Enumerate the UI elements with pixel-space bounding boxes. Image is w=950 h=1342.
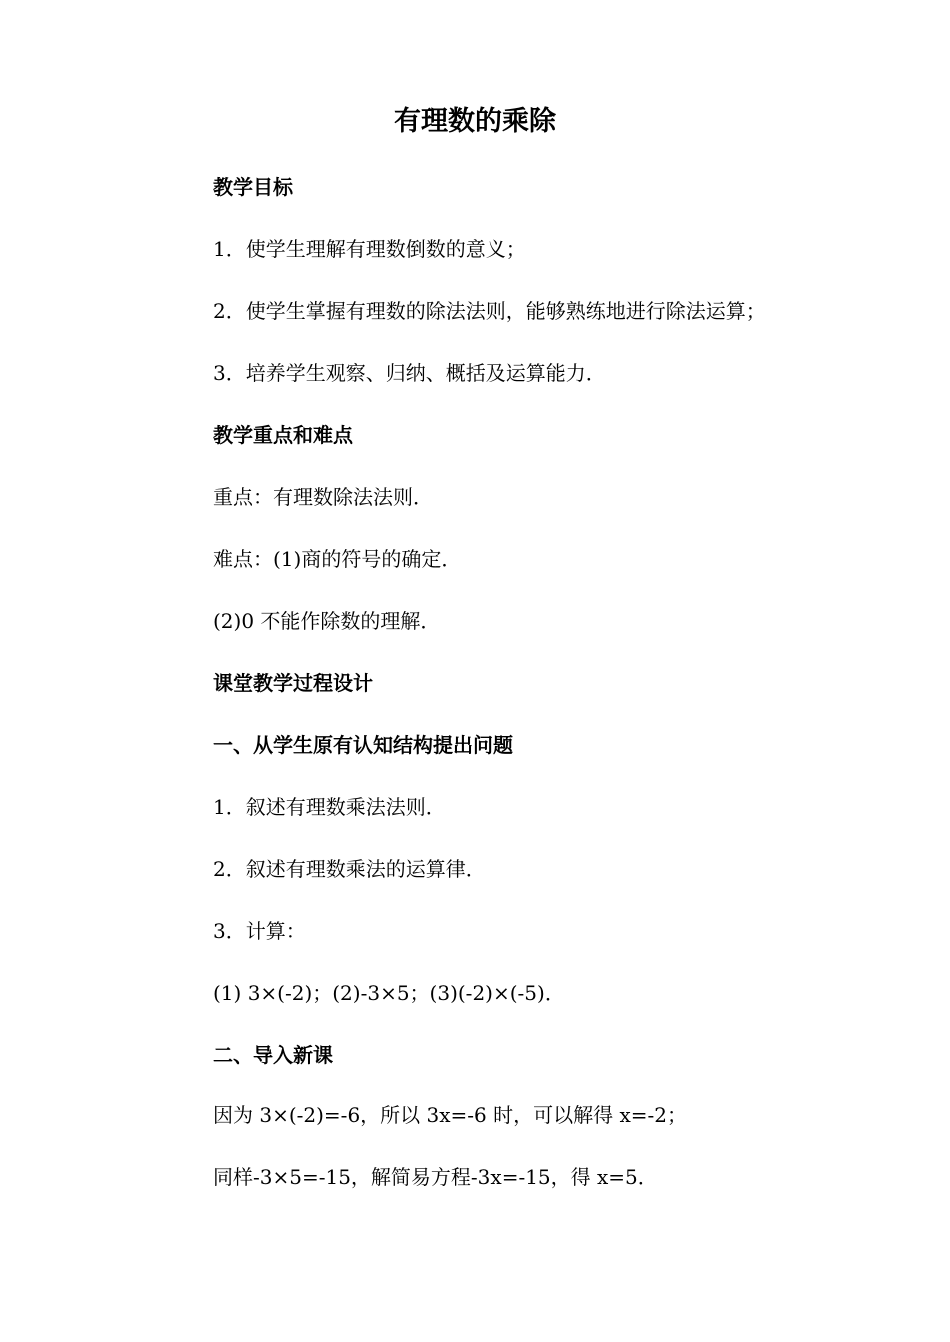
section-heading-process: 课堂教学过程设计 bbox=[213, 671, 373, 695]
subsection-heading-2: 二、导入新课 bbox=[213, 1043, 333, 1067]
key-point-line: 重点：有理数除法法则． bbox=[213, 485, 433, 509]
intro-line-1: 因为 3×(-2)=-6，所以 3x=-6 时，可以解得 x=-2； bbox=[213, 1103, 688, 1127]
document-title: 有理数的乘除 bbox=[394, 106, 556, 137]
calculation-line: (1) 3×(-2)；(2)-3×5；(3)(-2)×(-5)． bbox=[213, 981, 565, 1005]
subsection-heading-1: 一、从学生原有认知结构提出问题 bbox=[213, 733, 513, 757]
goal-item-2: 2．使学生掌握有理数的除法法则，能够熟练地进行除法运算； bbox=[213, 299, 766, 323]
goal-item-3: 3．培养学生观察、归纳、概括及运算能力． bbox=[213, 361, 606, 385]
intro-line-2: 同样-3×5=-15，解简易方程-3x=-15，得 x=5． bbox=[213, 1165, 658, 1189]
section-heading-key-points: 教学重点和难点 bbox=[213, 423, 353, 447]
difficulty-line-1: 难点：(1)商的符号的确定． bbox=[213, 547, 462, 571]
process-item-3: 3．计算： bbox=[213, 919, 306, 943]
process-item-2: 2．叙述有理数乘法的运算律． bbox=[213, 857, 486, 881]
process-item-1: 1．叙述有理数乘法法则． bbox=[213, 795, 446, 819]
section-heading-teaching-goals: 教学目标 bbox=[213, 175, 293, 199]
difficulty-line-2: (2)0 不能作除数的理解． bbox=[213, 609, 441, 633]
goal-item-1: 1．使学生理解有理数倒数的意义； bbox=[213, 237, 526, 261]
